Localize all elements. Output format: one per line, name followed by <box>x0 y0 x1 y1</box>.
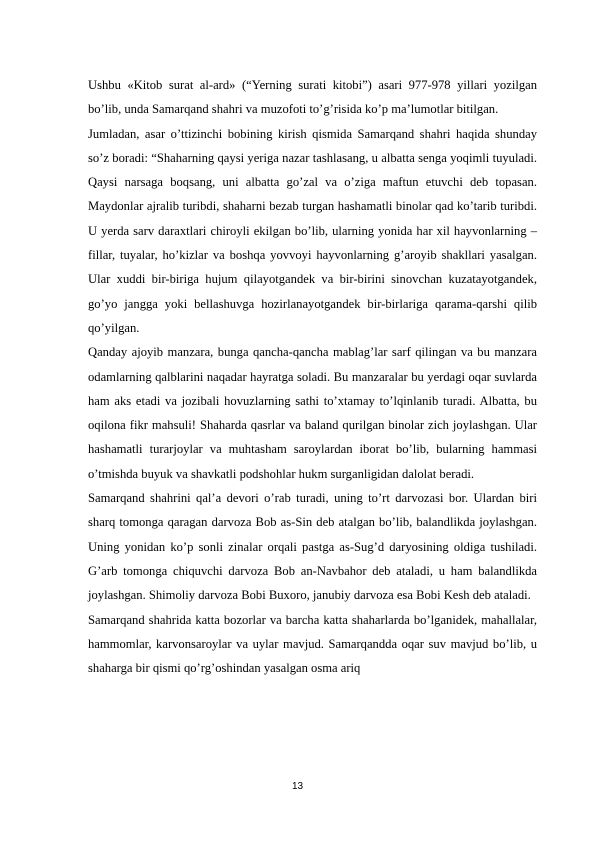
paragraph-3: Qanday ajoyib manzara, bunga qancha-qancha mablag’lar sarf qilingan va bu manzara odamlarning qalblarini naqadar hayratga soladi. Bu manzaralar bu yerdagi oqar suvlarda ham aks etadi va jozibali hovuzlarning sathi to’xtamay to’lqinlanib turadi. Albatta, bu oqilona fikr mahsuli! Shaharda qasrlar va baland qurilgan binolar zich joylashgan. Ular hashamatli turarjoylar va muhtasham saroylardan iborat bo’lib, bularning hammasi o’tmishda buyuk va shavkatli podshohlar hukm surganligidan dalolat beradi. <box>88 345 537 481</box>
page-number: 13 <box>291 781 304 792</box>
paragraph-4: Samarqand shahrini qal’a devori o’rab turadi, uning to’rt darvozasi bor. Ulardan biri sharq tomonga qaragan darvoza Bob as-Sin deb atalgan bo’lib, balandlikda joylashgan. Uning yonidan ko’p sonli zinalar orqali pastga as-Sug’d daryosining oldiga tushiladi. G’arb tomonga chiquvchi darvoza Bob an-Navbahor deb ataladi, u ham balandlikda joylashgan. Shimoliy darvoza Bobi Buxoro, janubiy darvoza esa Bobi Kesh deb ataladi. <box>88 491 537 603</box>
paragraph-5: Samarqand shahrida katta bozorlar va barcha katta shaharlarda bo’lganidek, mahallalar, hammomlar, karvonsaroylar va uylar mavjud. Samarqandda oqar suv mavjud bo’lib, u shaharga bir qismi qo’rg’oshindan yasalgan osma ariq <box>88 612 537 676</box>
paragraph-2: Jumladan, asar o’ttizinchi bobining kirish qismida Samarqand shahri haqida shunday so’z boradi: “Shaharning qaysi yeriga nazar tashlasang, u albatta senga yoqimli tuyuladi. Qaysi narsaga boqsang, uni albatta go’zal va o’ziga maftun etuvchi deb topasan. Maydonlar ajralib turibdi, shaharni bezab turgan hashamatli binolar qad ko’tarib turibdi. U yerda sarv daraxtlari chiroyli ekilgan bo’lib, ularning yonida har xil hayvonlarning – fillar, tuyalar, ho’kizlar va boshqa yovvoyi hayvonlarning g’aroyib shakllari yasalgan. Ular xuddi bir-biriga hujum qilayotgandek va bir-birini sinovchan kuzatayotgandek, go’yo jangga yoki bellashuvga hozirlanayotgandek bir-birlariga qarama-qarshi qilib qo’yilgan. <box>88 126 537 335</box>
body-text <box>88 73 537 680</box>
paragraph-1: Ushbu «Kitob surat al-ard» (“Yerning surati kitobi”) asari 977-978 yillari yozilgan bo’lib, unda Samarqand shahri va muzofoti to’g’risida ko’p ma’lumotlar bitilgan. <box>88 78 537 117</box>
